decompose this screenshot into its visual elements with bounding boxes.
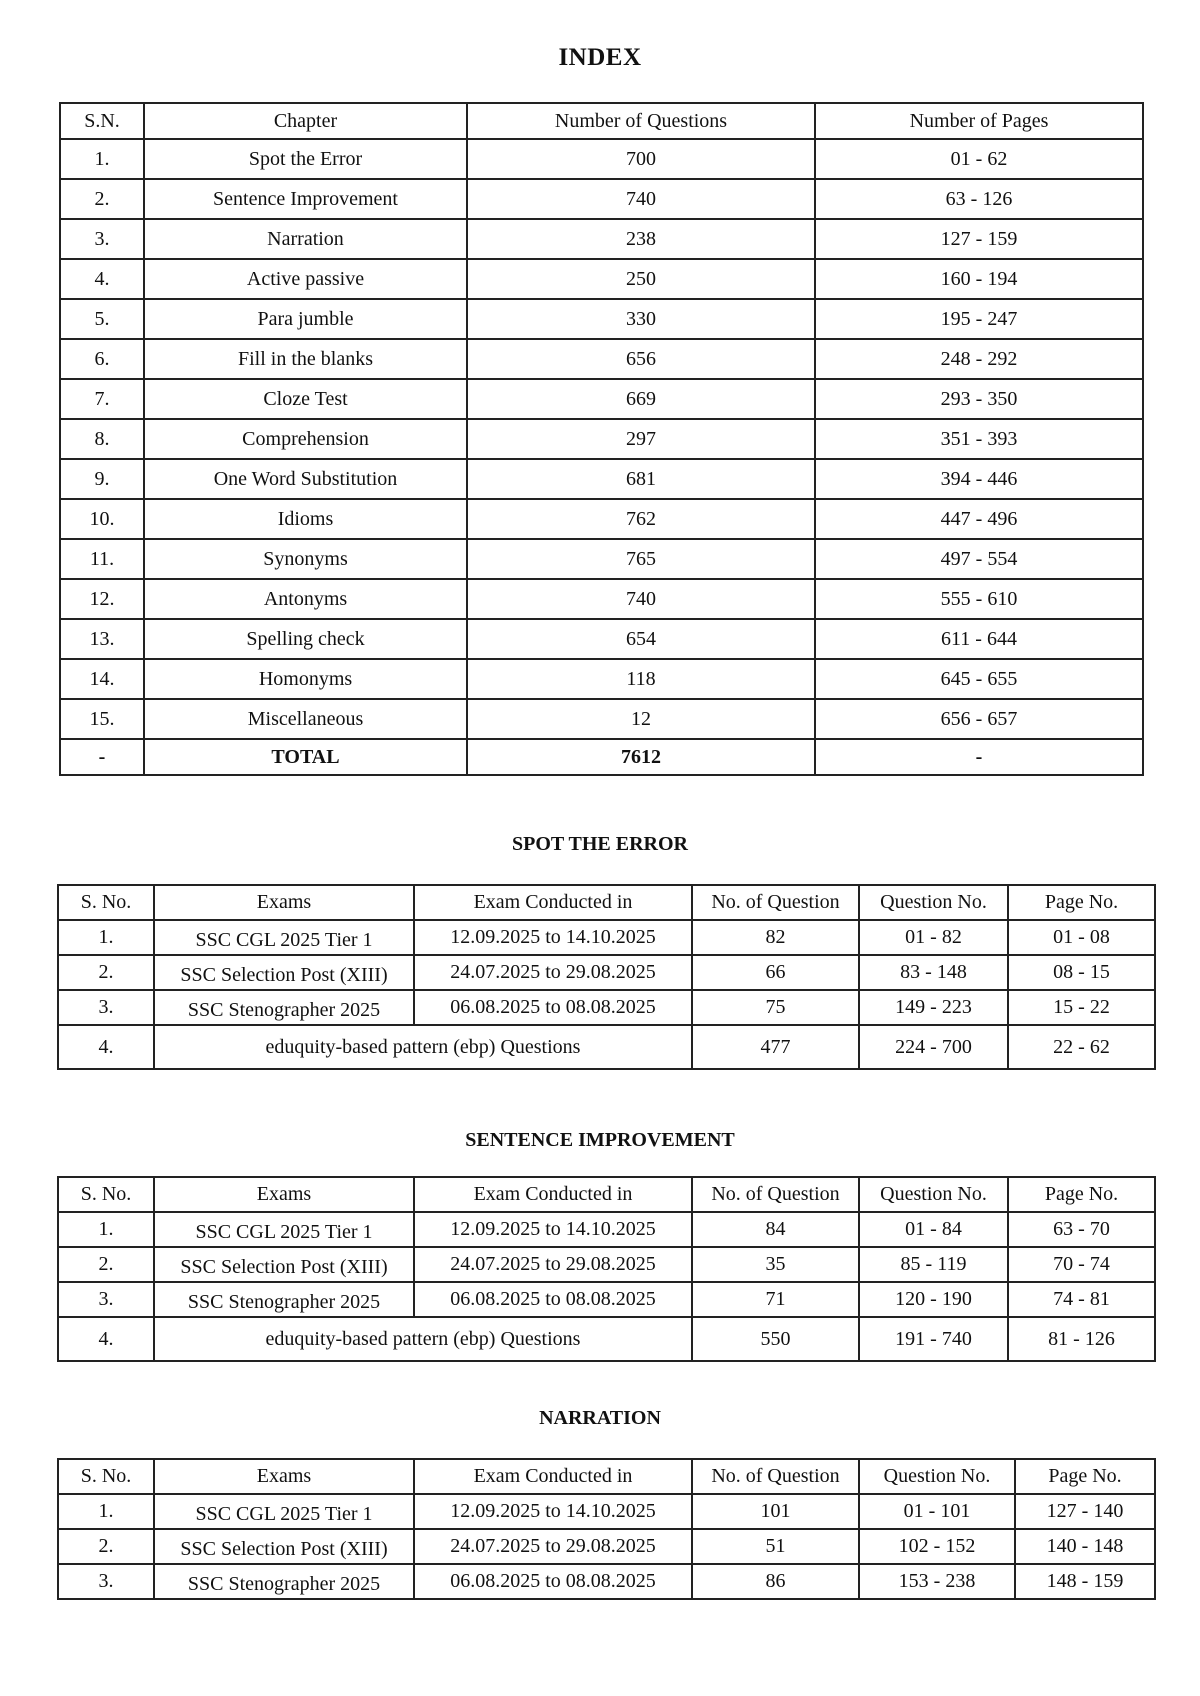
table-cell: 127 - 140	[1015, 1494, 1155, 1529]
table-cell: 9.	[60, 459, 144, 499]
table-cell: 148 - 159	[1015, 1564, 1155, 1599]
table-cell: 140 - 148	[1015, 1529, 1155, 1564]
table-row	[58, 1212, 1155, 1247]
table-row	[60, 219, 1143, 259]
table-row	[60, 579, 1143, 619]
table-cell: SSC Stenographer 2025	[154, 1564, 414, 1599]
table-cell: Spot the Error	[144, 139, 467, 179]
total-row	[60, 739, 1143, 775]
column-header: Question No.	[859, 1459, 1015, 1494]
table-header-row	[58, 1177, 1155, 1212]
table-cell: 82	[692, 920, 859, 955]
narration-title: NARRATION	[539, 1407, 661, 1429]
table-cell: 06.08.2025 to 08.08.2025	[414, 1564, 692, 1599]
table-cell: 15.	[60, 699, 144, 739]
column-header: Exams	[154, 1459, 414, 1494]
table-cell: 5.	[60, 299, 144, 339]
total-cell: -	[815, 739, 1143, 775]
table-cell: 6.	[60, 339, 144, 379]
table-cell: 2.	[58, 1529, 154, 1564]
table-cell: 1.	[60, 139, 144, 179]
table-header-row	[58, 1459, 1155, 1494]
table-row	[58, 1247, 1155, 1282]
table-cell: 4.	[58, 1025, 154, 1069]
table-cell: 01 - 82	[859, 920, 1008, 955]
table-cell: 656 - 657	[815, 699, 1143, 739]
table-cell: 81 - 126	[1008, 1317, 1155, 1361]
table-cell: One Word Substitution	[144, 459, 467, 499]
table-cell: 762	[467, 499, 815, 539]
table-cell: 70 - 74	[1008, 1247, 1155, 1282]
table-cell: 2.	[60, 179, 144, 219]
column-header: Page No.	[1008, 885, 1155, 920]
column-header: Exams	[154, 885, 414, 920]
table-cell: 2.	[58, 1247, 154, 1282]
table-cell: SSC CGL 2025 Tier 1	[154, 920, 414, 955]
table-cell: 550	[692, 1317, 859, 1361]
table-cell: 06.08.2025 to 08.08.2025	[414, 1282, 692, 1317]
table-cell: 149 - 223	[859, 990, 1008, 1025]
sentence-improvement-title: SENTENCE IMPROVEMENT	[465, 1129, 735, 1151]
table-cell: 83 - 148	[859, 955, 1008, 990]
table-cell: Para jumble	[144, 299, 467, 339]
table-cell: 102 - 152	[859, 1529, 1015, 1564]
table-cell: 611 - 644	[815, 619, 1143, 659]
table-row	[58, 1529, 1155, 1564]
table-cell: 13.	[60, 619, 144, 659]
table-cell: 24.07.2025 to 29.08.2025	[414, 1529, 692, 1564]
table-cell: 160 - 194	[815, 259, 1143, 299]
total-cell: TOTAL	[144, 739, 467, 775]
index-table	[59, 102, 1144, 776]
column-header: Page No.	[1008, 1177, 1155, 1212]
table-cell: 14.	[60, 659, 144, 699]
table-row	[60, 419, 1143, 459]
table-cell: 12.09.2025 to 14.10.2025	[414, 1212, 692, 1247]
table-cell: 35	[692, 1247, 859, 1282]
table-cell: 101	[692, 1494, 859, 1529]
table-cell: 250	[467, 259, 815, 299]
table-cell: 700	[467, 139, 815, 179]
column-header: Page No.	[1015, 1459, 1155, 1494]
table-cell: eduquity-based pattern (ebp) Questions	[154, 1025, 692, 1069]
column-header: Exam Conducted in	[414, 885, 692, 920]
table-row	[58, 990, 1155, 1025]
table-cell: 7.	[60, 379, 144, 419]
table-cell: eduquity-based pattern (ebp) Questions	[154, 1317, 692, 1361]
spot-the-error-table	[57, 884, 1156, 1070]
table-cell: 1.	[58, 920, 154, 955]
table-cell: 3.	[58, 1564, 154, 1599]
table-cell: 4.	[60, 259, 144, 299]
table-cell: 86	[692, 1564, 859, 1599]
table-cell: 153 - 238	[859, 1564, 1015, 1599]
table-cell: 3.	[60, 219, 144, 259]
table-cell: 645 - 655	[815, 659, 1143, 699]
table-cell: 24.07.2025 to 29.08.2025	[414, 955, 692, 990]
table-cell: SSC Stenographer 2025	[154, 990, 414, 1025]
column-header: Chapter	[144, 103, 467, 139]
table-cell: 654	[467, 619, 815, 659]
column-header: Question No.	[859, 1177, 1008, 1212]
table-cell: 293 - 350	[815, 379, 1143, 419]
table-cell: 656	[467, 339, 815, 379]
table-cell: 740	[467, 179, 815, 219]
table-cell: 01 - 101	[859, 1494, 1015, 1529]
table-cell: 669	[467, 379, 815, 419]
total-cell: -	[60, 739, 144, 775]
total-cell: 7612	[467, 739, 815, 775]
index-title: INDEX	[558, 44, 642, 71]
table-cell: SSC CGL 2025 Tier 1	[154, 1212, 414, 1247]
table-cell: 8.	[60, 419, 144, 459]
column-header: No. of Question	[692, 1177, 859, 1212]
column-header: No. of Question	[692, 1459, 859, 1494]
table-cell: 66	[692, 955, 859, 990]
table-cell: 1.	[58, 1494, 154, 1529]
table-cell: 1.	[58, 1212, 154, 1247]
table-row	[60, 299, 1143, 339]
table-cell: SSC Stenographer 2025	[154, 1282, 414, 1317]
table-cell: 74 - 81	[1008, 1282, 1155, 1317]
table-cell: 24.07.2025 to 29.08.2025	[414, 1247, 692, 1282]
table-cell: 195 - 247	[815, 299, 1143, 339]
table-header-row	[60, 103, 1143, 139]
table-cell: Miscellaneous	[144, 699, 467, 739]
column-header: Exams	[154, 1177, 414, 1212]
table-cell: 191 - 740	[859, 1317, 1008, 1361]
table-cell: 15 - 22	[1008, 990, 1155, 1025]
table-cell: SSC CGL 2025 Tier 1	[154, 1494, 414, 1529]
table-row	[58, 1564, 1155, 1599]
table-cell: Comprehension	[144, 419, 467, 459]
table-row	[60, 619, 1143, 659]
table-cell: 497 - 554	[815, 539, 1143, 579]
table-row	[60, 539, 1143, 579]
table-cell: SSC Selection Post (XIII)	[154, 1529, 414, 1564]
table-cell: 248 - 292	[815, 339, 1143, 379]
table-cell: 06.08.2025 to 08.08.2025	[414, 990, 692, 1025]
table-cell: 01 - 62	[815, 139, 1143, 179]
table-row	[60, 339, 1143, 379]
table-cell: 447 - 496	[815, 499, 1143, 539]
table-row	[58, 955, 1155, 990]
table-cell: 08 - 15	[1008, 955, 1155, 990]
table-cell: 120 - 190	[859, 1282, 1008, 1317]
table-cell: 63 - 126	[815, 179, 1143, 219]
table-cell: 75	[692, 990, 859, 1025]
table-cell: 4.	[58, 1317, 154, 1361]
table-cell: 3.	[58, 1282, 154, 1317]
table-cell: 2.	[58, 955, 154, 990]
table-cell: 12.	[60, 579, 144, 619]
column-header: S.N.	[60, 103, 144, 139]
table-cell: 01 - 08	[1008, 920, 1155, 955]
table-cell: SSC Selection Post (XIII)	[154, 1247, 414, 1282]
table-cell: 765	[467, 539, 815, 579]
table-cell: 84	[692, 1212, 859, 1247]
column-header: Number of Pages	[815, 103, 1143, 139]
table-cell: Fill in the blanks	[144, 339, 467, 379]
column-header: Exam Conducted in	[414, 1177, 692, 1212]
table-cell: 63 - 70	[1008, 1212, 1155, 1247]
table-row	[60, 459, 1143, 499]
table-cell: 555 - 610	[815, 579, 1143, 619]
table-row	[60, 379, 1143, 419]
table-cell: 740	[467, 579, 815, 619]
table-cell: Antonyms	[144, 579, 467, 619]
table-cell: 297	[467, 419, 815, 459]
table-cell: 394 - 446	[815, 459, 1143, 499]
table-cell: SSC Selection Post (XIII)	[154, 955, 414, 990]
table-cell: 351 - 393	[815, 419, 1143, 459]
table-cell: 12	[467, 699, 815, 739]
table-cell: 238	[467, 219, 815, 259]
table-cell: 127 - 159	[815, 219, 1143, 259]
table-row	[60, 179, 1143, 219]
table-row	[60, 699, 1143, 739]
column-header: Exam Conducted in	[414, 1459, 692, 1494]
table-row	[58, 1282, 1155, 1317]
table-cell: 11.	[60, 539, 144, 579]
table-row	[60, 499, 1143, 539]
table-cell: Idioms	[144, 499, 467, 539]
table-cell: 71	[692, 1282, 859, 1317]
column-header: No. of Question	[692, 885, 859, 920]
table-cell: 477	[692, 1025, 859, 1069]
table-cell: 51	[692, 1529, 859, 1564]
table-row	[60, 659, 1143, 699]
ebp-row	[58, 1025, 1155, 1069]
column-header: Question No.	[859, 885, 1008, 920]
table-row	[60, 259, 1143, 299]
table-cell: 01 - 84	[859, 1212, 1008, 1247]
table-cell: Narration	[144, 219, 467, 259]
table-cell: Spelling check	[144, 619, 467, 659]
column-header: S. No.	[58, 1459, 154, 1494]
table-cell: 85 - 119	[859, 1247, 1008, 1282]
table-cell: 12.09.2025 to 14.10.2025	[414, 1494, 692, 1529]
spot-the-error-title: SPOT THE ERROR	[512, 833, 688, 855]
table-row	[60, 139, 1143, 179]
table-cell: Synonyms	[144, 539, 467, 579]
column-header: Number of Questions	[467, 103, 815, 139]
table-cell: 22 - 62	[1008, 1025, 1155, 1069]
table-cell: 224 - 700	[859, 1025, 1008, 1069]
ebp-row	[58, 1317, 1155, 1361]
column-header: S. No.	[58, 1177, 154, 1212]
table-cell: 681	[467, 459, 815, 499]
table-row	[58, 1494, 1155, 1529]
table-cell: Active passive	[144, 259, 467, 299]
table-cell: 3.	[58, 990, 154, 1025]
table-row	[58, 920, 1155, 955]
table-cell: Cloze Test	[144, 379, 467, 419]
table-cell: 330	[467, 299, 815, 339]
sentence-improvement-table	[57, 1176, 1156, 1362]
narration-table	[57, 1458, 1156, 1600]
table-cell: 10.	[60, 499, 144, 539]
column-header: S. No.	[58, 885, 154, 920]
table-cell: 12.09.2025 to 14.10.2025	[414, 920, 692, 955]
table-cell: 118	[467, 659, 815, 699]
table-cell: Homonyms	[144, 659, 467, 699]
table-cell: Sentence Improvement	[144, 179, 467, 219]
table-header-row	[58, 885, 1155, 920]
